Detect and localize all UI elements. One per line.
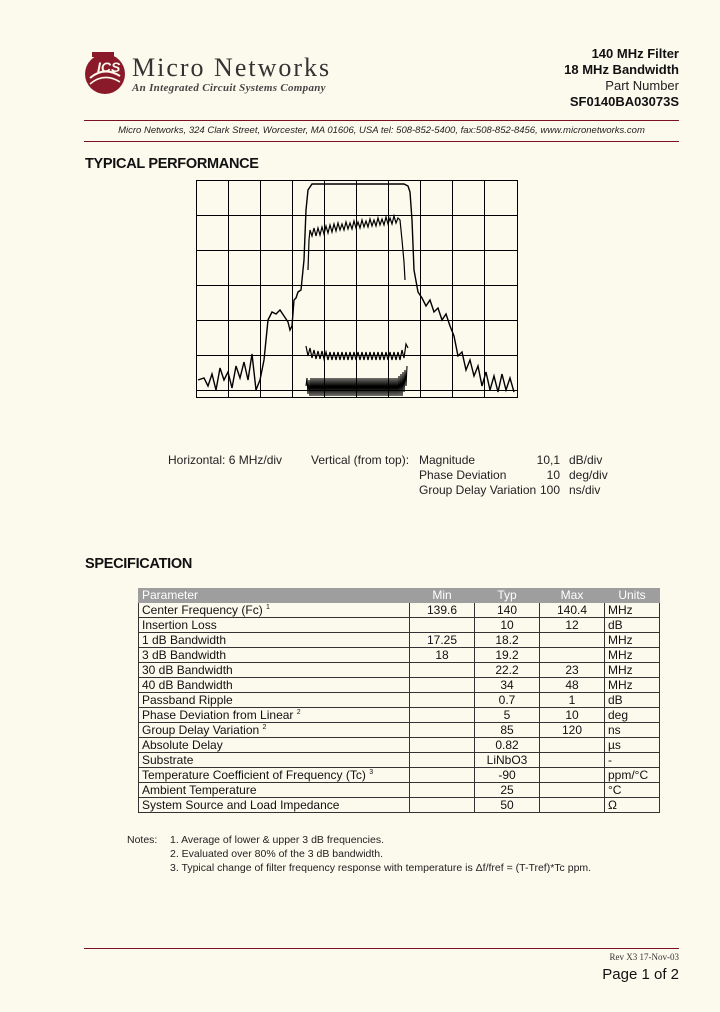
header-rule bbox=[84, 120, 679, 121]
spec-cell-max bbox=[540, 708, 605, 723]
spec-cell-typ bbox=[475, 768, 540, 783]
ics-logo bbox=[84, 48, 126, 96]
spec-cell-min-text: 17.25 bbox=[426, 633, 458, 647]
spec-cell-units-text: Ω bbox=[608, 798, 617, 812]
notes-label: Notes: bbox=[127, 834, 158, 846]
scale-name-magnitude: Magnitude bbox=[419, 453, 476, 467]
spec-cell-max bbox=[540, 723, 605, 738]
spec-row bbox=[139, 693, 660, 708]
product-line-1: 140 MHz Filter bbox=[591, 46, 679, 61]
spec-cell-min bbox=[410, 798, 475, 813]
spec-cell-parameter bbox=[139, 768, 410, 783]
spec-cell-parameter-text: Center Frequency (Fc) bbox=[142, 603, 263, 617]
spec-cell-typ-text: 22.2 bbox=[495, 663, 519, 677]
spec-cell-max bbox=[540, 678, 605, 693]
note-1: 1. Average of lower & upper 3 dB frequencies. bbox=[170, 834, 385, 846]
spec-cell-max-text: 23 bbox=[565, 663, 579, 677]
spec-cell-typ bbox=[475, 708, 540, 723]
spec-cell-typ bbox=[475, 648, 540, 663]
spec-cell-min bbox=[410, 678, 475, 693]
spec-cell-typ-text: 25 bbox=[500, 783, 514, 797]
spec-cell-parameter-text: Group Delay Variation bbox=[142, 723, 260, 737]
spec-cell-typ bbox=[475, 633, 540, 648]
spec-cell-max bbox=[540, 753, 605, 768]
spec-cell-max-text: 140.4 bbox=[556, 603, 588, 617]
spec-cell-units-text: °C bbox=[608, 783, 622, 797]
spec-cell-max bbox=[540, 633, 605, 648]
spec-cell-units-text: MHz bbox=[608, 633, 633, 647]
spec-cell-max-text: 48 bbox=[565, 678, 579, 692]
spec-cell-units bbox=[605, 708, 660, 723]
spec-cell-units bbox=[605, 633, 660, 648]
spec-cell-typ-text: 19.2 bbox=[495, 648, 519, 662]
spec-cell-typ bbox=[475, 753, 540, 768]
spec-cell-parameter-text: 40 dB Bandwidth bbox=[142, 678, 233, 692]
spec-cell-units bbox=[605, 693, 660, 708]
spec-cell-min bbox=[410, 603, 475, 618]
spec-cell-units bbox=[605, 663, 660, 678]
horizontal-scale-caption: Horizontal: 6 MHz/div bbox=[168, 453, 283, 467]
spec-cell-typ bbox=[475, 783, 540, 798]
revision-info: Rev X3 17-Nov-03 bbox=[609, 952, 679, 962]
part-number: SF0140BA03073S bbox=[569, 94, 679, 109]
spec-cell-typ-text: -90 bbox=[498, 768, 516, 782]
spec-cell-parameter-text: Passband Ripple bbox=[142, 693, 233, 707]
spec-cell-typ bbox=[475, 603, 540, 618]
spec-row bbox=[139, 708, 660, 723]
filter-response-plot bbox=[196, 180, 518, 398]
spec-cell-parameter-text: 3 dB Bandwidth bbox=[142, 648, 227, 662]
spec-cell-min-text: 139.6 bbox=[426, 603, 458, 617]
spec-cell-max bbox=[540, 738, 605, 753]
spec-cell-parameter bbox=[139, 633, 410, 648]
footer-rule bbox=[84, 948, 679, 949]
spec-cell-units bbox=[605, 783, 660, 798]
spec-cell-parameter bbox=[139, 798, 410, 813]
col-header-units: Units bbox=[605, 589, 660, 603]
spec-row bbox=[139, 738, 660, 753]
spec-cell-units-text: µs bbox=[608, 738, 621, 752]
spec-cell-min bbox=[410, 648, 475, 663]
spec-cell-min bbox=[410, 633, 475, 648]
address-rule bbox=[84, 141, 679, 142]
spec-cell-max-text: 10 bbox=[565, 708, 579, 722]
page-number: Page 1 of 2 bbox=[602, 966, 679, 983]
spec-cell-parameter bbox=[139, 603, 410, 618]
spec-cell-typ bbox=[475, 798, 540, 813]
spec-cell-typ bbox=[475, 738, 540, 753]
spec-cell-typ-text: 5 bbox=[503, 708, 511, 722]
spec-row bbox=[139, 678, 660, 693]
spec-cell-units bbox=[605, 723, 660, 738]
spec-cell-units-text: deg bbox=[608, 708, 629, 722]
spec-row bbox=[139, 633, 660, 648]
spec-row bbox=[139, 618, 660, 633]
spec-cell-units-text: MHz bbox=[608, 648, 633, 662]
spec-table-body bbox=[139, 603, 660, 813]
spec-cell-parameter-text: System Source and Load Impedance bbox=[142, 798, 340, 812]
spec-header-row bbox=[139, 589, 660, 603]
spec-cell-units bbox=[605, 603, 660, 618]
spec-cell-parameter bbox=[139, 738, 410, 753]
spec-cell-parameter-text: Phase Deviation from Linear bbox=[142, 708, 294, 722]
spec-cell-max bbox=[540, 783, 605, 798]
spec-cell-typ-text: 0.82 bbox=[495, 738, 519, 752]
col-header-typ: Typ bbox=[475, 589, 540, 603]
spec-row bbox=[139, 723, 660, 738]
spec-cell-units bbox=[605, 753, 660, 768]
company-tagline: An Integrated Circuit Systems Company bbox=[132, 82, 326, 94]
spec-cell-units-text: dB bbox=[608, 693, 623, 707]
spec-cell-parameter bbox=[139, 753, 410, 768]
spec-cell-units-text: MHz bbox=[608, 678, 633, 692]
spec-cell-min bbox=[410, 738, 475, 753]
scale-unit-magnitude: dB/div bbox=[569, 453, 603, 467]
spec-cell-parameter bbox=[139, 723, 410, 738]
typical-performance-title: TYPICAL PERFORMANCE bbox=[85, 156, 259, 172]
spec-cell-parameter-text: Ambient Temperature bbox=[142, 783, 257, 797]
product-line-2: 18 MHz Bandwidth bbox=[564, 62, 679, 77]
spec-row bbox=[139, 663, 660, 678]
spec-cell-parameter-text: Substrate bbox=[142, 753, 194, 767]
spec-cell-units-text: ppm/°C bbox=[608, 768, 649, 782]
company-address: Micro Networks, 324 Clark Street, Worcester, MA 01606, USA tel: 508-852-5400, fax:508-852-8456, www.micronetworks.com bbox=[118, 125, 645, 136]
col-header-parameter: Parameter bbox=[139, 589, 410, 603]
footnote-marker: 2 bbox=[262, 724, 267, 731]
spec-cell-min bbox=[410, 693, 475, 708]
spec-cell-units bbox=[605, 618, 660, 633]
spec-cell-units bbox=[605, 648, 660, 663]
spec-cell-units bbox=[605, 798, 660, 813]
spec-row bbox=[139, 798, 660, 813]
vertical-scale-caption: Vertical (from top): bbox=[311, 453, 410, 467]
footnote-marker: 1 bbox=[266, 604, 270, 611]
spec-cell-units bbox=[605, 738, 660, 753]
spec-cell-units-text: - bbox=[608, 753, 612, 767]
spec-cell-max bbox=[540, 768, 605, 783]
part-number-label: Part Number bbox=[605, 78, 679, 93]
spec-row bbox=[139, 648, 660, 663]
spec-cell-typ-text: 0.7 bbox=[498, 693, 516, 707]
spec-cell-typ bbox=[475, 723, 540, 738]
spec-cell-min bbox=[410, 708, 475, 723]
spec-cell-max bbox=[540, 663, 605, 678]
specification-title: SPECIFICATION bbox=[85, 556, 193, 572]
spec-cell-min bbox=[410, 663, 475, 678]
spec-cell-typ bbox=[475, 678, 540, 693]
scale-value-group-delay: 100 bbox=[539, 483, 560, 497]
spec-cell-typ-text: 140 bbox=[496, 603, 518, 617]
specification-table bbox=[138, 588, 660, 813]
scale-unit-group-delay: ns/div bbox=[569, 483, 601, 497]
spec-cell-parameter-text: 30 dB Bandwidth bbox=[142, 663, 233, 677]
footnote-marker: 2 bbox=[296, 709, 301, 716]
spec-cell-typ-text: 10 bbox=[500, 618, 514, 632]
spec-cell-parameter bbox=[139, 783, 410, 798]
spec-cell-typ-text: 18.2 bbox=[495, 633, 519, 647]
col-header-max: Max bbox=[540, 589, 605, 603]
spec-cell-parameter bbox=[139, 693, 410, 708]
spec-cell-max bbox=[540, 603, 605, 618]
spec-cell-parameter bbox=[139, 648, 410, 663]
spec-cell-max-text: 1 bbox=[568, 693, 576, 707]
scale-name-phase: Phase Deviation bbox=[419, 468, 507, 482]
spec-cell-typ bbox=[475, 693, 540, 708]
spec-cell-parameter bbox=[139, 618, 410, 633]
spec-row bbox=[139, 768, 660, 783]
spec-cell-units-text: dB bbox=[608, 618, 623, 632]
spec-cell-max bbox=[540, 693, 605, 708]
spec-cell-max bbox=[540, 618, 605, 633]
spec-cell-parameter bbox=[139, 708, 410, 723]
scale-unit-phase: deg/div bbox=[569, 468, 608, 482]
spec-cell-min-text: 18 bbox=[435, 648, 449, 662]
spec-cell-typ bbox=[475, 663, 540, 678]
logo-text: ICS bbox=[97, 59, 121, 75]
spec-cell-units-text: MHz bbox=[608, 603, 633, 617]
spec-cell-max bbox=[540, 648, 605, 663]
spec-cell-typ bbox=[475, 618, 540, 633]
note-3: 3. Typical change of filter frequency response with temperature is Δf/fref = (T-Tref)*Tc ppm. bbox=[170, 862, 592, 874]
spec-cell-min bbox=[410, 768, 475, 783]
spec-cell-min bbox=[410, 618, 475, 633]
company-name: Micro Networks bbox=[132, 53, 332, 82]
spec-row bbox=[139, 603, 660, 618]
spec-cell-min bbox=[410, 753, 475, 768]
spec-cell-typ-text: 85 bbox=[500, 723, 514, 737]
spec-cell-parameter bbox=[139, 663, 410, 678]
spec-cell-min bbox=[410, 783, 475, 798]
spec-cell-parameter-text: Insertion Loss bbox=[142, 618, 217, 632]
spec-row bbox=[139, 783, 660, 798]
scale-name-group-delay: Group Delay Variation bbox=[419, 483, 537, 497]
footnote-marker: 3 bbox=[369, 769, 374, 776]
spec-row bbox=[139, 753, 660, 768]
spec-cell-parameter bbox=[139, 678, 410, 693]
spec-cell-parameter-text: 1 dB Bandwidth bbox=[142, 633, 227, 647]
spec-cell-parameter-text: Absolute Delay bbox=[142, 738, 223, 752]
scale-value-phase: 10 bbox=[546, 468, 560, 482]
product-header bbox=[564, 46, 679, 110]
spec-cell-typ-text: LiNbO3 bbox=[486, 753, 528, 767]
spec-cell-typ-text: 34 bbox=[500, 678, 514, 692]
spec-cell-max-text: 12 bbox=[565, 618, 579, 632]
spec-cell-units-text: ns bbox=[608, 723, 621, 737]
note-2: 2. Evaluated over 80% of the 3 dB bandwidth. bbox=[170, 848, 384, 860]
spec-cell-parameter-text: Temperature Coefficient of Frequency (Tc) bbox=[142, 768, 366, 782]
spec-cell-units bbox=[605, 678, 660, 693]
col-header-min: Min bbox=[410, 589, 475, 603]
scale-value-magnitude: 10,1 bbox=[536, 453, 560, 467]
spec-cell-units bbox=[605, 768, 660, 783]
spec-cell-min bbox=[410, 723, 475, 738]
spec-cell-max-text: 120 bbox=[561, 723, 583, 737]
spec-cell-units-text: MHz bbox=[608, 663, 633, 677]
spec-cell-typ-text: 50 bbox=[500, 798, 514, 812]
spec-cell-max bbox=[540, 798, 605, 813]
